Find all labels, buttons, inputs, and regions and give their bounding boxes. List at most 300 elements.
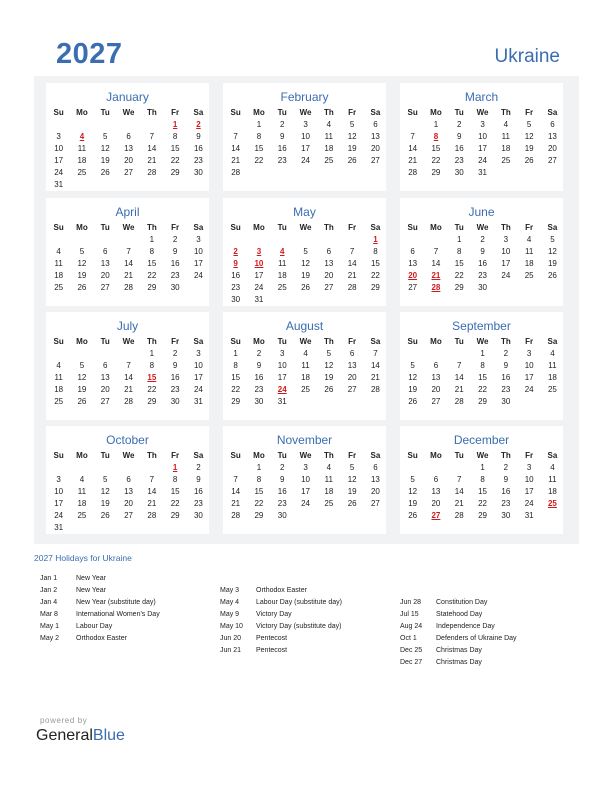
holiday-day-cell[interactable]: 25 xyxy=(547,499,557,508)
day-cell[interactable]: 7 xyxy=(410,132,415,141)
day-cell[interactable]: 16 xyxy=(277,487,287,496)
day-cell[interactable]: 6 xyxy=(373,120,378,129)
day-cell[interactable]: 27 xyxy=(100,397,110,406)
day-cell[interactable]: 22 xyxy=(170,156,180,165)
day-cell[interactable]: 11 xyxy=(548,361,557,370)
day-cell[interactable]: 22 xyxy=(370,271,380,280)
day-cell[interactable]: 6 xyxy=(373,463,378,472)
day-cell[interactable]: 9 xyxy=(503,475,509,484)
day-cell[interactable]: 20 xyxy=(124,499,133,508)
day-cell[interactable]: 29 xyxy=(170,168,180,177)
day-cell[interactable]: 1 xyxy=(457,235,462,244)
day-cell[interactable]: 3 xyxy=(526,349,532,358)
day-cell[interactable]: 25 xyxy=(524,271,534,280)
day-cell[interactable]: 4 xyxy=(550,463,555,472)
day-cell[interactable]: 1 xyxy=(256,120,262,129)
day-cell[interactable]: 27 xyxy=(124,511,133,520)
holiday-day-cell[interactable]: 4 xyxy=(79,132,85,141)
day-cell[interactable]: 15 xyxy=(254,144,264,153)
day-cell[interactable]: 9 xyxy=(172,361,178,370)
day-cell[interactable]: 23 xyxy=(254,385,264,394)
day-cell[interactable]: 3 xyxy=(480,120,485,129)
day-cell[interactable]: 28 xyxy=(124,283,133,292)
day-cell[interactable]: 8 xyxy=(172,475,178,484)
day-cell[interactable]: 5 xyxy=(303,247,308,256)
day-cell[interactable]: 9 xyxy=(196,132,201,141)
day-cell[interactable]: 11 xyxy=(501,132,510,141)
day-cell[interactable]: 9 xyxy=(503,361,509,370)
day-cell[interactable]: 5 xyxy=(550,235,555,244)
day-cell[interactable]: 5 xyxy=(79,361,85,370)
day-cell[interactable]: 4 xyxy=(56,361,61,370)
day-cell[interactable]: 8 xyxy=(172,132,178,141)
day-cell[interactable]: 17 xyxy=(301,144,310,153)
day-cell[interactable]: 23 xyxy=(170,385,180,394)
day-cell[interactable]: 22 xyxy=(454,271,464,280)
day-cell[interactable]: 23 xyxy=(193,156,203,165)
day-cell[interactable]: 22 xyxy=(147,271,157,280)
holiday-day-cell[interactable]: 28 xyxy=(431,283,441,292)
day-cell[interactable]: 24 xyxy=(478,156,487,165)
day-cell[interactable]: 5 xyxy=(349,120,355,129)
day-cell[interactable]: 12 xyxy=(324,361,334,370)
day-cell[interactable]: 14 xyxy=(124,373,133,382)
day-cell[interactable]: 21 xyxy=(124,271,133,280)
day-cell[interactable]: 13 xyxy=(547,132,557,141)
holiday-day-cell[interactable]: 15 xyxy=(147,373,157,382)
day-cell[interactable]: 22 xyxy=(254,499,264,508)
day-cell[interactable]: 30 xyxy=(454,168,464,177)
day-cell[interactable]: 8 xyxy=(373,247,378,256)
day-cell[interactable]: 24 xyxy=(524,499,534,508)
day-cell[interactable]: 27 xyxy=(547,156,557,165)
day-cell[interactable]: 13 xyxy=(431,487,441,496)
day-cell[interactable]: 1 xyxy=(233,349,238,358)
day-cell[interactable]: 15 xyxy=(370,259,380,268)
day-cell[interactable]: 27 xyxy=(347,385,357,394)
day-cell[interactable]: 17 xyxy=(254,271,264,280)
day-cell[interactable]: 30 xyxy=(478,283,487,292)
day-cell[interactable]: 11 xyxy=(324,132,333,141)
day-cell[interactable]: 10 xyxy=(277,361,287,370)
day-cell[interactable]: 26 xyxy=(408,511,418,520)
day-cell[interactable]: 25 xyxy=(277,283,287,292)
day-cell[interactable]: 23 xyxy=(501,385,511,394)
day-cell[interactable]: 14 xyxy=(347,259,357,268)
day-cell[interactable]: 3 xyxy=(56,132,61,141)
day-cell[interactable]: 29 xyxy=(431,168,441,177)
day-cell[interactable]: 26 xyxy=(100,511,110,520)
day-cell[interactable]: 30 xyxy=(254,397,264,406)
day-cell[interactable]: 13 xyxy=(347,361,357,370)
day-cell[interactable]: 13 xyxy=(370,475,380,484)
day-cell[interactable]: 15 xyxy=(431,144,441,153)
day-cell[interactable]: 20 xyxy=(100,271,110,280)
day-cell[interactable]: 4 xyxy=(550,349,555,358)
day-cell[interactable]: 19 xyxy=(547,259,557,268)
day-cell[interactable]: 2 xyxy=(172,349,178,358)
day-cell[interactable]: 12 xyxy=(347,132,357,141)
day-cell[interactable]: 30 xyxy=(277,511,287,520)
day-cell[interactable]: 26 xyxy=(347,499,357,508)
day-cell[interactable]: 16 xyxy=(170,373,180,382)
day-cell[interactable]: 13 xyxy=(370,132,380,141)
day-cell[interactable]: 8 xyxy=(149,247,155,256)
day-cell[interactable]: 28 xyxy=(147,168,157,177)
day-cell[interactable]: 17 xyxy=(524,373,534,382)
holiday-day-cell[interactable]: 1 xyxy=(373,235,378,244)
day-cell[interactable]: 4 xyxy=(326,120,332,129)
day-cell[interactable]: 9 xyxy=(457,132,462,141)
holiday-day-cell[interactable]: 21 xyxy=(431,271,441,280)
day-cell[interactable]: 3 xyxy=(196,235,201,244)
day-cell[interactable]: 25 xyxy=(54,397,64,406)
day-cell[interactable]: 3 xyxy=(280,349,285,358)
day-cell[interactable]: 5 xyxy=(410,361,415,370)
day-cell[interactable]: 15 xyxy=(170,487,180,496)
day-cell[interactable]: 17 xyxy=(193,373,203,382)
day-cell[interactable]: 28 xyxy=(147,511,157,520)
day-cell[interactable]: 14 xyxy=(454,373,464,382)
day-cell[interactable]: 25 xyxy=(547,385,557,394)
day-cell[interactable]: 14 xyxy=(147,487,157,496)
day-cell[interactable]: 31 xyxy=(54,180,64,189)
day-cell[interactable]: 28 xyxy=(231,511,241,520)
day-cell[interactable]: 1 xyxy=(433,120,439,129)
day-cell[interactable]: 3 xyxy=(196,349,201,358)
day-cell[interactable]: 13 xyxy=(100,259,110,268)
day-cell[interactable]: 3 xyxy=(303,463,308,472)
day-cell[interactable]: 23 xyxy=(454,156,464,165)
holiday-day-cell[interactable]: 9 xyxy=(233,259,238,268)
day-cell[interactable]: 23 xyxy=(277,499,287,508)
day-cell[interactable]: 12 xyxy=(100,487,110,496)
day-cell[interactable]: 28 xyxy=(454,511,464,520)
day-cell[interactable]: 27 xyxy=(100,283,110,292)
day-cell[interactable]: 25 xyxy=(324,156,334,165)
day-cell[interactable]: 14 xyxy=(231,144,241,153)
day-cell[interactable]: 20 xyxy=(324,271,334,280)
holiday-day-cell[interactable]: 1 xyxy=(172,120,178,129)
day-cell[interactable]: 19 xyxy=(408,499,418,508)
day-cell[interactable]: 13 xyxy=(408,259,418,268)
day-cell[interactable]: 26 xyxy=(524,156,534,165)
day-cell[interactable]: 24 xyxy=(54,168,64,177)
day-cell[interactable]: 4 xyxy=(326,463,332,472)
day-cell[interactable]: 6 xyxy=(126,475,131,484)
day-cell[interactable]: 6 xyxy=(410,247,415,256)
day-cell[interactable]: 13 xyxy=(431,373,441,382)
day-cell[interactable]: 15 xyxy=(478,487,487,496)
day-cell[interactable]: 8 xyxy=(480,361,485,370)
day-cell[interactable]: 5 xyxy=(103,132,108,141)
day-cell[interactable]: 15 xyxy=(147,259,157,268)
day-cell[interactable]: 1 xyxy=(256,463,262,472)
day-cell[interactable]: 10 xyxy=(54,487,64,496)
day-cell[interactable]: 29 xyxy=(478,397,487,406)
day-cell[interactable]: 25 xyxy=(77,168,87,177)
day-cell[interactable]: 12 xyxy=(100,144,110,153)
day-cell[interactable]: 12 xyxy=(408,487,418,496)
day-cell[interactable]: 11 xyxy=(278,259,287,268)
day-cell[interactable]: 19 xyxy=(100,156,110,165)
day-cell[interactable]: 20 xyxy=(347,373,357,382)
day-cell[interactable]: 24 xyxy=(301,499,310,508)
day-cell[interactable]: 17 xyxy=(524,487,534,496)
holiday-day-cell[interactable]: 3 xyxy=(256,247,262,256)
day-cell[interactable]: 24 xyxy=(193,385,203,394)
day-cell[interactable]: 31 xyxy=(277,397,287,406)
day-cell[interactable]: 18 xyxy=(54,271,64,280)
day-cell[interactable]: 2 xyxy=(503,463,509,472)
day-cell[interactable]: 2 xyxy=(172,235,178,244)
day-cell[interactable]: 18 xyxy=(501,144,511,153)
day-cell[interactable]: 21 xyxy=(347,271,357,280)
day-cell[interactable]: 21 xyxy=(231,499,241,508)
day-cell[interactable]: 14 xyxy=(370,361,380,370)
day-cell[interactable]: 5 xyxy=(103,475,108,484)
day-cell[interactable]: 7 xyxy=(457,361,462,370)
day-cell[interactable]: 19 xyxy=(77,385,87,394)
day-cell[interactable]: 30 xyxy=(501,397,511,406)
day-cell[interactable]: 26 xyxy=(324,385,334,394)
day-cell[interactable]: 6 xyxy=(550,120,555,129)
day-cell[interactable]: 6 xyxy=(103,361,108,370)
day-cell[interactable]: 10 xyxy=(301,132,310,141)
day-cell[interactable]: 18 xyxy=(77,156,87,165)
day-cell[interactable]: 12 xyxy=(77,373,87,382)
day-cell[interactable]: 26 xyxy=(347,156,357,165)
day-cell[interactable]: 10 xyxy=(501,247,511,256)
day-cell[interactable]: 18 xyxy=(324,487,334,496)
day-cell[interactable]: 30 xyxy=(170,283,180,292)
day-cell[interactable]: 30 xyxy=(193,168,203,177)
day-cell[interactable]: 29 xyxy=(170,511,180,520)
holiday-day-cell[interactable]: 20 xyxy=(408,271,418,280)
day-cell[interactable]: 19 xyxy=(347,144,357,153)
day-cell[interactable]: 22 xyxy=(254,156,264,165)
day-cell[interactable]: 3 xyxy=(56,475,61,484)
day-cell[interactable]: 22 xyxy=(231,385,241,394)
day-cell[interactable]: 19 xyxy=(408,385,418,394)
day-cell[interactable]: 21 xyxy=(370,373,380,382)
day-cell[interactable]: 10 xyxy=(193,247,203,256)
generalblue-logo[interactable] xyxy=(36,727,125,745)
day-cell[interactable]: 13 xyxy=(124,487,133,496)
day-cell[interactable]: 30 xyxy=(501,511,511,520)
day-cell[interactable]: 10 xyxy=(478,132,487,141)
day-cell[interactable]: 20 xyxy=(431,385,441,394)
day-cell[interactable]: 11 xyxy=(54,373,63,382)
day-cell[interactable]: 10 xyxy=(301,475,310,484)
day-cell[interactable]: 22 xyxy=(431,156,441,165)
day-cell[interactable]: 16 xyxy=(231,271,241,280)
day-cell[interactable]: 21 xyxy=(408,156,418,165)
day-cell[interactable]: 16 xyxy=(254,373,264,382)
day-cell[interactable]: 17 xyxy=(277,373,287,382)
day-cell[interactable]: 11 xyxy=(324,475,333,484)
day-cell[interactable]: 8 xyxy=(256,132,262,141)
day-cell[interactable]: 3 xyxy=(303,120,308,129)
day-cell[interactable]: 8 xyxy=(480,475,485,484)
day-cell[interactable]: 4 xyxy=(303,349,308,358)
day-cell[interactable]: 24 xyxy=(524,385,534,394)
day-cell[interactable]: 12 xyxy=(408,373,418,382)
day-cell[interactable]: 31 xyxy=(254,295,264,304)
holiday-day-cell[interactable]: 2 xyxy=(233,247,238,256)
day-cell[interactable]: 11 xyxy=(301,361,310,370)
day-cell[interactable]: 2 xyxy=(457,120,462,129)
day-cell[interactable]: 29 xyxy=(370,283,380,292)
day-cell[interactable]: 12 xyxy=(77,259,87,268)
day-cell[interactable]: 18 xyxy=(547,487,557,496)
day-cell[interactable]: 24 xyxy=(301,156,310,165)
day-cell[interactable]: 9 xyxy=(196,475,201,484)
day-cell[interactable]: 1 xyxy=(480,349,485,358)
day-cell[interactable]: 16 xyxy=(170,259,180,268)
day-cell[interactable]: 28 xyxy=(347,283,357,292)
day-cell[interactable]: 24 xyxy=(54,511,64,520)
day-cell[interactable]: 19 xyxy=(324,373,334,382)
holiday-day-cell[interactable]: 27 xyxy=(431,511,441,520)
day-cell[interactable]: 5 xyxy=(326,349,332,358)
day-cell[interactable]: 14 xyxy=(408,144,418,153)
day-cell[interactable]: 14 xyxy=(147,144,157,153)
day-cell[interactable]: 7 xyxy=(433,247,439,256)
day-cell[interactable]: 7 xyxy=(233,132,238,141)
day-cell[interactable]: 23 xyxy=(478,271,487,280)
day-cell[interactable]: 16 xyxy=(277,144,287,153)
day-cell[interactable]: 19 xyxy=(524,144,534,153)
day-cell[interactable]: 20 xyxy=(370,487,380,496)
day-cell[interactable]: 19 xyxy=(100,499,110,508)
day-cell[interactable]: 30 xyxy=(231,295,241,304)
day-cell[interactable]: 24 xyxy=(501,271,511,280)
day-cell[interactable]: 14 xyxy=(454,487,464,496)
day-cell[interactable]: 25 xyxy=(301,385,310,394)
day-cell[interactable]: 20 xyxy=(547,144,557,153)
day-cell[interactable]: 4 xyxy=(503,120,509,129)
day-cell[interactable]: 25 xyxy=(501,156,511,165)
day-cell[interactable]: 15 xyxy=(254,487,264,496)
day-cell[interactable]: 27 xyxy=(370,499,380,508)
day-cell[interactable]: 13 xyxy=(324,259,334,268)
day-cell[interactable]: 16 xyxy=(193,487,203,496)
day-cell[interactable]: 16 xyxy=(501,487,511,496)
day-cell[interactable]: 28 xyxy=(408,168,418,177)
day-cell[interactable]: 1 xyxy=(149,235,155,244)
day-cell[interactable]: 20 xyxy=(431,499,441,508)
day-cell[interactable]: 29 xyxy=(254,511,264,520)
day-cell[interactable]: 23 xyxy=(231,283,241,292)
day-cell[interactable]: 23 xyxy=(193,499,203,508)
day-cell[interactable]: 12 xyxy=(524,132,534,141)
day-cell[interactable]: 13 xyxy=(100,373,110,382)
day-cell[interactable]: 19 xyxy=(347,487,357,496)
day-cell[interactable]: 21 xyxy=(147,156,157,165)
day-cell[interactable]: 29 xyxy=(147,397,157,406)
day-cell[interactable]: 2 xyxy=(503,349,509,358)
day-cell[interactable]: 15 xyxy=(170,144,180,153)
day-cell[interactable]: 17 xyxy=(301,487,310,496)
holiday-day-cell[interactable]: 8 xyxy=(433,132,439,141)
day-cell[interactable]: 25 xyxy=(324,499,334,508)
day-cell[interactable]: 10 xyxy=(54,144,64,153)
day-cell[interactable]: 2 xyxy=(256,349,262,358)
day-cell[interactable]: 3 xyxy=(526,463,532,472)
holiday-day-cell[interactable]: 2 xyxy=(196,120,201,129)
day-cell[interactable]: 9 xyxy=(280,475,285,484)
day-cell[interactable]: 11 xyxy=(77,487,87,496)
day-cell[interactable]: 17 xyxy=(193,259,203,268)
day-cell[interactable]: 6 xyxy=(103,247,108,256)
day-cell[interactable]: 18 xyxy=(301,373,310,382)
day-cell[interactable]: 28 xyxy=(231,168,241,177)
day-cell[interactable]: 11 xyxy=(54,259,63,268)
day-cell[interactable]: 1 xyxy=(149,349,155,358)
day-cell[interactable]: 6 xyxy=(126,132,131,141)
day-cell[interactable]: 18 xyxy=(77,499,87,508)
day-cell[interactable]: 16 xyxy=(501,373,511,382)
day-cell[interactable]: 19 xyxy=(301,271,310,280)
day-cell[interactable]: 6 xyxy=(433,361,439,370)
day-cell[interactable]: 7 xyxy=(149,475,155,484)
day-cell[interactable]: 31 xyxy=(524,511,534,520)
day-cell[interactable]: 7 xyxy=(126,361,131,370)
day-cell[interactable]: 12 xyxy=(301,259,310,268)
day-cell[interactable]: 5 xyxy=(79,247,85,256)
day-cell[interactable]: 30 xyxy=(193,511,203,520)
day-cell[interactable]: 22 xyxy=(478,499,487,508)
day-cell[interactable]: 26 xyxy=(408,397,418,406)
day-cell[interactable]: 13 xyxy=(124,144,133,153)
day-cell[interactable]: 26 xyxy=(100,168,110,177)
day-cell[interactable]: 9 xyxy=(480,247,485,256)
day-cell[interactable]: 9 xyxy=(280,132,285,141)
day-cell[interactable]: 12 xyxy=(547,247,557,256)
day-cell[interactable]: 20 xyxy=(124,156,133,165)
day-cell[interactable]: 7 xyxy=(457,475,462,484)
day-cell[interactable]: 8 xyxy=(256,475,262,484)
day-cell[interactable]: 3 xyxy=(503,235,509,244)
holiday-day-cell[interactable]: 24 xyxy=(277,385,287,394)
day-cell[interactable]: 27 xyxy=(324,283,334,292)
day-cell[interactable]: 7 xyxy=(349,247,355,256)
day-cell[interactable]: 20 xyxy=(370,144,380,153)
day-cell[interactable]: 29 xyxy=(478,511,487,520)
day-cell[interactable]: 10 xyxy=(524,361,534,370)
day-cell[interactable]: 18 xyxy=(54,385,64,394)
day-cell[interactable]: 15 xyxy=(478,373,487,382)
day-cell[interactable]: 21 xyxy=(454,385,464,394)
day-cell[interactable]: 11 xyxy=(548,475,557,484)
day-cell[interactable]: 6 xyxy=(349,349,355,358)
day-cell[interactable]: 14 xyxy=(431,259,441,268)
day-cell[interactable]: 21 xyxy=(231,156,241,165)
day-cell[interactable]: 31 xyxy=(478,168,487,177)
day-cell[interactable]: 7 xyxy=(126,247,131,256)
day-cell[interactable]: 17 xyxy=(54,156,64,165)
day-cell[interactable]: 28 xyxy=(124,397,133,406)
day-cell[interactable]: 1 xyxy=(480,463,485,472)
day-cell[interactable]: 22 xyxy=(170,499,180,508)
day-cell[interactable]: 16 xyxy=(454,144,464,153)
day-cell[interactable]: 31 xyxy=(54,523,64,532)
day-cell[interactable]: 28 xyxy=(454,397,464,406)
day-cell[interactable]: 29 xyxy=(147,283,157,292)
day-cell[interactable]: 11 xyxy=(524,247,534,256)
day-cell[interactable]: 26 xyxy=(547,271,557,280)
